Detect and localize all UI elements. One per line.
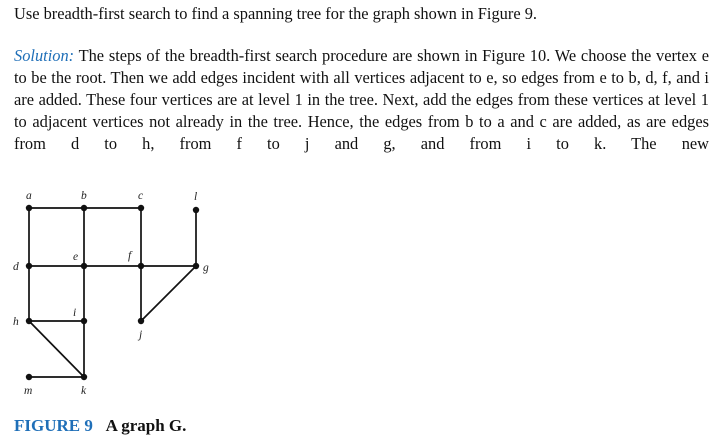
graph-edges xyxy=(29,208,196,377)
vertex-label-f: f xyxy=(128,250,132,262)
problem-statement: Use breadth-first search to find a spanning tree for the graph shown in Figure 9. xyxy=(14,4,537,23)
vertex-b xyxy=(81,205,87,211)
vertex-l xyxy=(193,207,199,213)
vertex-h xyxy=(26,318,32,324)
vertex-label-a: a xyxy=(26,190,32,202)
solution-label: Solution: xyxy=(14,46,75,65)
solution-text: The steps of the breadth-first search procedure are shown in Figure 10. We choose the vertex e to be the root. Then we add edges incident with all vertices adjacent to e, so edges from e to b, d, f, and i are added. These four vertices are at level 1 in the tree. Next, add the edges from these vertices at level 1 to adjacent vertices not already in the tree. Hence, the edges from b to a and c are added, as are edges from d to h, from f to j and g, and from i to k. The new xyxy=(14,46,709,153)
vertex-label-e: e xyxy=(73,251,79,263)
edge-h-k xyxy=(29,321,84,377)
vertex-e xyxy=(81,263,87,269)
figure-title: A graph G. xyxy=(105,416,187,435)
vertex-m xyxy=(26,374,32,380)
edge-g-j xyxy=(141,266,196,321)
figure-number: FIGURE 9 xyxy=(14,416,93,435)
solution-paragraph xyxy=(14,45,709,155)
vertex-label-m: m xyxy=(24,385,33,397)
figure-caption xyxy=(14,416,186,436)
vertex-a xyxy=(26,205,32,211)
vertex-c xyxy=(138,205,144,211)
vertex-label-h: h xyxy=(13,316,19,328)
vertex-j xyxy=(138,318,144,324)
vertex-d xyxy=(26,263,32,269)
vertex-i xyxy=(81,318,87,324)
vertex-label-l: l xyxy=(194,191,198,203)
vertex-label-k: k xyxy=(81,385,87,397)
vertex-label-b: b xyxy=(81,190,87,202)
vertex-label-c: c xyxy=(138,190,144,202)
graph-vertices xyxy=(26,205,199,380)
graph-labels xyxy=(13,190,209,397)
vertex-g xyxy=(193,263,199,269)
vertex-label-j: j xyxy=(139,329,143,341)
vertex-label-i: i xyxy=(73,307,77,319)
vertex-label-g: g xyxy=(203,262,209,274)
graph-figure xyxy=(0,180,230,415)
vertex-k xyxy=(81,374,87,380)
vertex-f xyxy=(138,263,144,269)
vertex-label-d: d xyxy=(13,261,19,273)
